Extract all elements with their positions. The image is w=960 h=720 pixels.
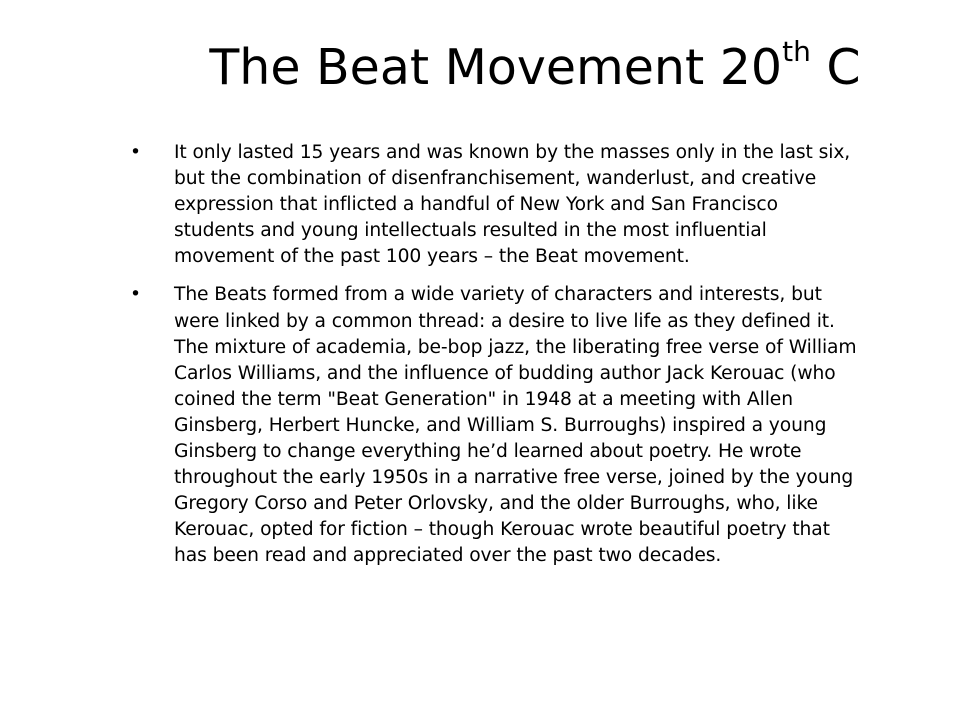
- text-line: Ginsberg, Herbert Huncke, and William S. Burroughs) inspired a young: [174, 414, 827, 436]
- text-line: were linked by a common thread: a desire to live life as they defined it.: [174, 310, 835, 332]
- bullet-icon: •: [130, 284, 141, 306]
- bullet-icon: •: [130, 142, 141, 163]
- text-line: The mixture of academia, be-bop jazz, the liberating free verse of William: [174, 336, 857, 358]
- text-line: students and young intellectuals resulted in the most influential: [174, 220, 767, 242]
- bullet-item-2: [130, 282, 940, 569]
- text-line: Gregory Corso and Peter Orlovsky, and the older Burroughs, who, like: [174, 493, 818, 515]
- title-superscript: th: [782, 34, 811, 68]
- text-line: Carlos Williams, and the influence of budding author Jack Kerouac (who: [174, 362, 836, 384]
- text-line: throughout the early 1950s in a narrative free verse, joined by the young: [174, 467, 854, 489]
- text-line: expression that inflicted a handful of New York and San Francisco: [174, 194, 778, 216]
- title-suffix-text: C: [810, 39, 861, 96]
- title-main-text: The Beat Movement 20: [209, 39, 783, 96]
- text-line: has been read and appreciated over the past two decades.: [174, 545, 722, 567]
- bullet-list: [130, 140, 940, 582]
- text-line: The Beats formed from a wide variety of characters and interests, but: [174, 284, 822, 306]
- text-line: movement of the past 100 years – the Beat movement.: [174, 246, 690, 268]
- text-line: Ginsberg to change everything he’d learned about poetry. He wrote: [174, 441, 802, 463]
- text-line: coined the term "Beat Generation" in 1948 at a meeting with Allen: [174, 388, 793, 410]
- text-line: Kerouac, opted for fiction – though Kerouac wrote beautiful poetry that: [174, 519, 830, 541]
- slide-title: [0, 30, 960, 106]
- bullet-text: [174, 140, 940, 270]
- text-line: It only lasted 15 years and was known by the masses only in the last six,: [174, 142, 851, 163]
- bullet-item-1: [130, 140, 940, 270]
- bullet-text: [174, 282, 940, 569]
- text-line: but the combination of disenfranchisement, wanderlust, and creative: [174, 168, 817, 190]
